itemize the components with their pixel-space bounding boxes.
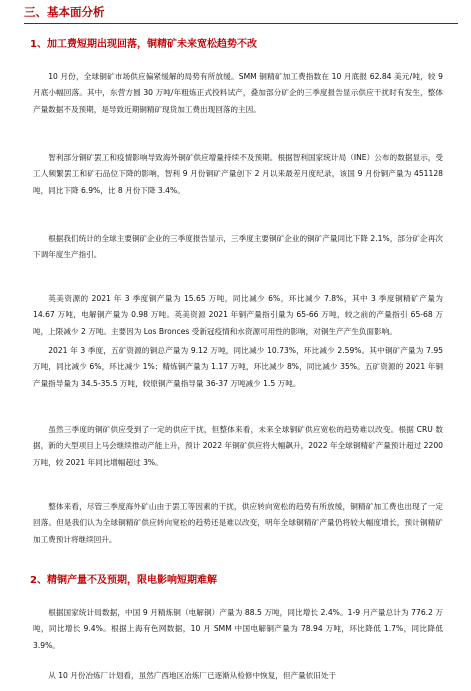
paragraph: 虽然三季度的铜矿供应受到了一定的供应干扰，但整体来看，未来全球铜矿供应宽松的趋势难以改变。根据 CRU 数据，新的大型项目上马会继续推动产能上升，预计 2022 年铜矿供应将大幅飙升，2022 年全球铜精矿产量预计超过 2200 万吨，较 2021 年同比增幅超过 3%。 bbox=[33, 425, 443, 467]
paragraph: 英美资源的 2021 年 3 季度铜产量为 15.65 万吨，同比减少 6%，环比减少 7.8%，其中 3 季度铜精矿产量为 14.67 万吨，电解铜产量为 0.98 万吨。英美资源 2021 年铜产量指引量为 65-66 万吨，较之前的产量指引 65-68 万吨，上限减少 2 万吨。主要因为 Los Bronces 受新冠疫情和水资源可用性的影响，对铜生产产生负面影响。 bbox=[33, 294, 443, 336]
paragraph: 根据我们统计的全球主要铜矿企业的三季度报告显示，三季度主要铜矿企业的铜矿产量同比下降 2.1%，部分矿企再次下调年度生产指引。 bbox=[33, 234, 443, 260]
paragraph: 2021 年 3 季度，五矿资源的铜总产量为 9.12 万吨，同比减少 10.73%，环比减少 2.59%。其中铜矿产量为 7.95 万吨，同比减少 6%，环比减少 1%；精炼铜产量为 1.17 万吨，环比减少 8%，同比减少 35%。五矿资源的 2021 年铜产量指导量为 34.5-35.5 万吨，较原铜产量指导量 36-37 万吨减少 1.5 万吨。 bbox=[33, 346, 443, 388]
paragraph: 整体来看，尽管三季度海外矿山由于罢工等因素的干扰，供应转向宽松的趋势有所放缓，铜精矿加工费也出现了一定回落。但是我们认为全球铜精矿供应转向宽松的趋势还是难以改变，明年全球铜精矿产量仍将较大幅度增长，预计铜精矿加工费预计将继续回升。 bbox=[33, 502, 443, 544]
paragraph: 从 10 月份冶炼厂计划看，虽然广西地区冶炼厂已逐渐从检修中恢复，但产量依旧处于 bbox=[48, 671, 337, 680]
subsection-title-1: 1、加工费短期出现回落，铜精矿未来宽松趋势不改 bbox=[30, 39, 257, 50]
subsection-title-2: 2、精铜产量不及预期，限电影响短期难解 bbox=[30, 575, 217, 586]
paragraph: 10 月份，全球铜矿市场供应偏紧缓解的局势有所放缓。SMM 铜精矿加工费指数在 10 月底报 62.84 美元/吨，较 9 月底小幅回落。其中，东营方圆 30 万吨/年粗炼正式投料试产，叠加部分矿企的三季度报告显示供应干扰时有发生，整体产量数据不及预期，是导致近期铜精矿现货加工费出现回落的主因。 bbox=[33, 72, 443, 114]
section-title: 三、基本面分析 bbox=[24, 3, 458, 24]
paragraph: 智利部分铜矿罢工和疫情影响导致海外铜矿供应增量持续不及预期。根据智利国家统计局（INE）公布的数据显示，受工人频繁罢工和矿石品位下降的影响，智利 9 月份铜矿产量创下 2 月以来最差月度纪录，该国 9 月份铜产量为 451128 吨，同比下降 6.9%，比 8 月份下降 3.4%。 bbox=[33, 153, 443, 195]
paragraph: 根据国家统计局数据，中国 9 月精炼铜（电解铜）产量为 88.5 万吨，同比增长 2.4%。1-9 月产量总计为 776.2 万吨，同比增长 9.4%。根据上海有色网数据，10 月 SMM 中国电解铜产量为 78.94 万吨，环比降低 1.7%，同比降低 3.9%。 bbox=[33, 608, 443, 650]
